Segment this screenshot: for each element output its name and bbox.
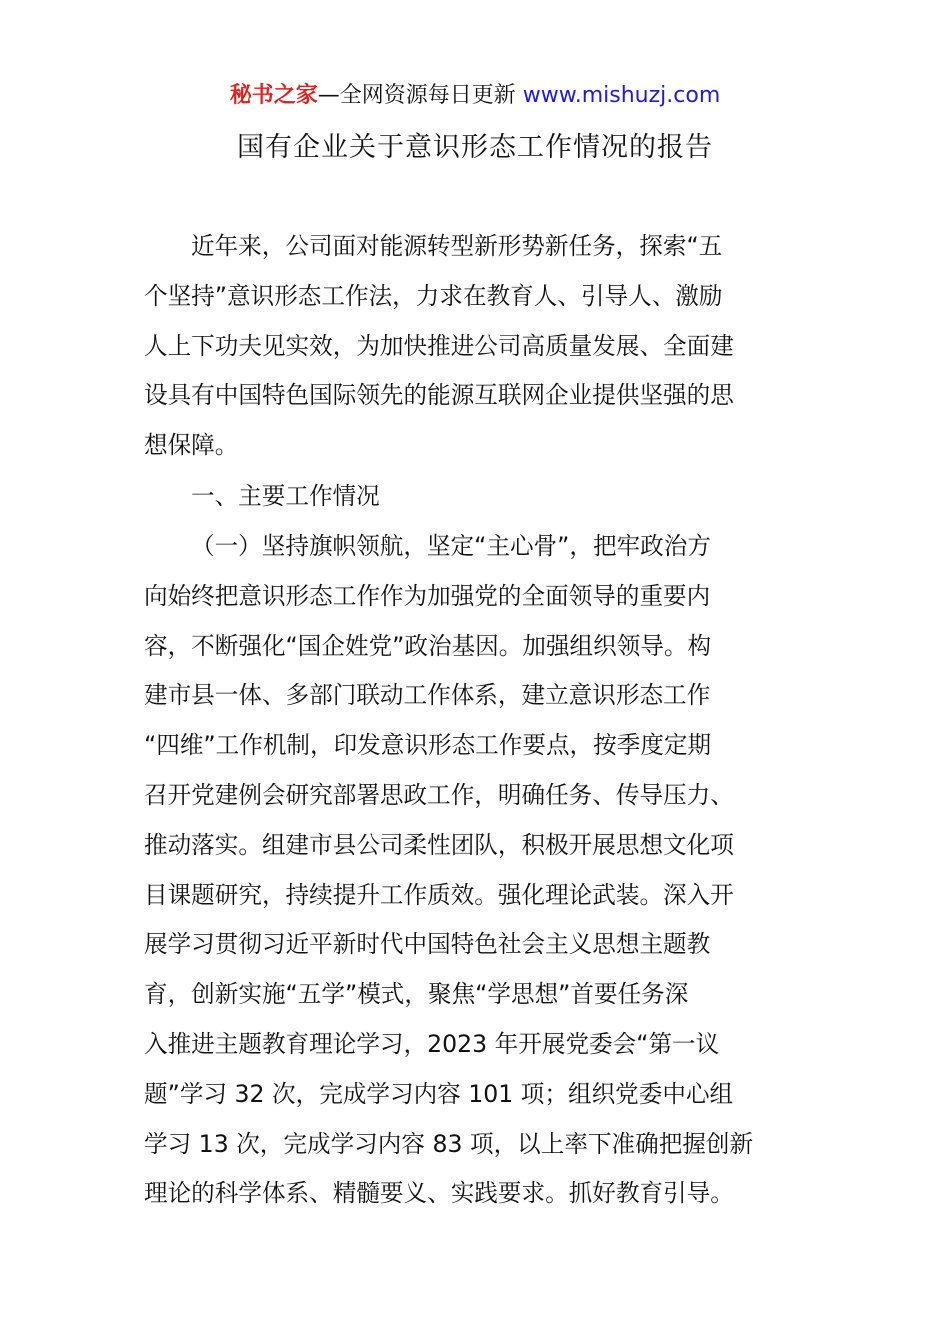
paragraph-line: “四维”工作机制，印发意识形态工作要点，按季度定期 xyxy=(144,731,712,760)
intro-paragraph xyxy=(144,222,808,471)
paragraph-line: 建市县一体、多部门联动工作体系，建立意识形态工作 xyxy=(144,681,711,710)
site-url-link[interactable]: www.mishuzj.com xyxy=(522,83,721,108)
paragraph-line: 入推进主题教育理论学习，2023 年开展党委会“第一议 xyxy=(144,1029,720,1058)
paragraph-line: 题”学习 32 次，完成学习内容 101 项；组织党委中心组 xyxy=(144,1079,734,1108)
paragraph-line: 目课题研究，持续提升工作质效。强化理论武装。深入开 xyxy=(144,880,734,909)
paragraph-line: 理论的科学体系、精髓要义、实践要求。抓好教育引导。 xyxy=(144,1179,734,1208)
paragraph-line: 近年来，公司面对能源转型新形势新任务，探索“五 xyxy=(191,232,723,260)
paragraph-line: 想保障。 xyxy=(144,431,239,460)
paragraph-line: 向始终把意识形态工作作为加强党的全面领导的重要内 xyxy=(144,581,711,610)
paragraph-line: 召开党建例会研究部署思政工作，明确任务、传导压力、 xyxy=(144,780,734,809)
site-tagline: —全网资源每日更新 xyxy=(317,83,523,108)
site-header xyxy=(0,80,950,112)
document-title: 国有企业关于意识形态工作情况的报告 xyxy=(237,132,713,163)
paragraph-line: 推动落实。组建市县公司柔性团队，积极开展思想文化项 xyxy=(144,830,734,859)
paragraph-line: 人上下功夫见实效，为加快推进公司高质量发展、全面建 xyxy=(144,331,734,360)
paragraph-line: （一）坚持旗帜领航，坚定“主心骨”，把牢政治方 xyxy=(191,532,711,560)
paragraph-line: 学习 13 次，完成学习内容 83 项，以上率下准确把握创新 xyxy=(144,1129,754,1158)
paragraph-line: 育，创新实施“五学”模式，聚焦“学思想”首要任务深 xyxy=(144,980,689,1009)
section-heading-text: 一、主要工作情况 xyxy=(191,482,380,510)
paragraph-line: 容，不断强化“国企姓党”政治基因。加强组织领导。构 xyxy=(144,631,712,660)
section-heading xyxy=(144,472,808,522)
paragraph-line: 设具有中国特色国际领先的能源互联网企业提供坚强的思 xyxy=(144,381,734,410)
paragraph-line: 个坚持”意识形态工作法，力求在教育人、引导人、激励 xyxy=(144,281,723,310)
site-brand: 秘书之家 xyxy=(229,83,318,108)
paragraph-line: 展学习贯彻习近平新时代中国特色社会主义思想主题教 xyxy=(144,930,711,959)
section-1-paragraph xyxy=(144,522,808,1219)
